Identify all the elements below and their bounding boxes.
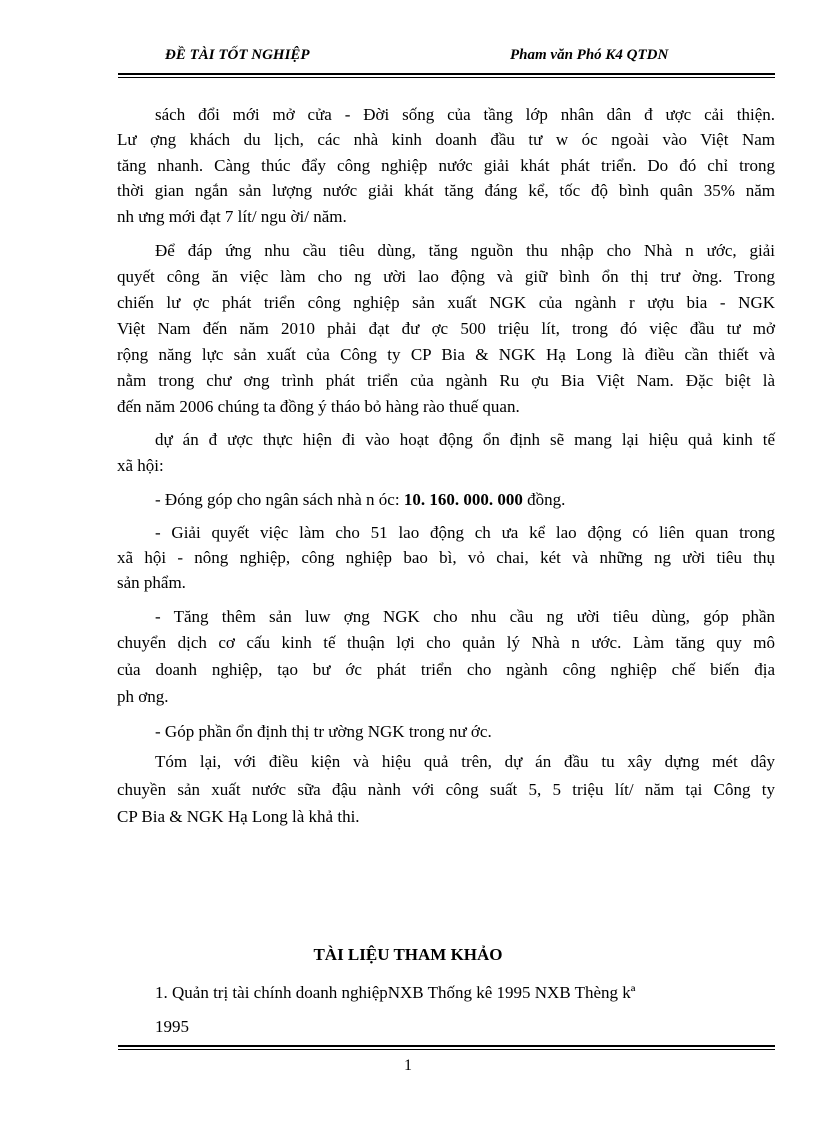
text-line: Lư ợng khách du lịch, các nhà kinh doanh đầu tư w óc ngoài vào Việt Nam bbox=[117, 130, 775, 149]
text-line: chiến lư ợc phát triển công nghiệp sản xuất NGK của ngành r ượu bia - NGK bbox=[117, 293, 775, 312]
text-line: - Giải quyết việc làm cho 51 lao động ch ưa kể lao động có liên quan trong bbox=[155, 523, 775, 542]
text-line: Để đáp ứng nhu cầu tiêu dùng, tăng nguồn thu nhập cho Nhà n ước, giải bbox=[155, 241, 775, 260]
text-line: xã hội - nông nghiệp, công nghiệp bao bì, vỏ chai, két và những ng ười tiêu thụ bbox=[117, 548, 775, 567]
header-title: ĐỀ TÀI TỐT NGHIỆP bbox=[165, 47, 310, 63]
text-line: của doanh nghiệp, tạo bư ớc phát triển cho ngành công nghiệp chế biến địa bbox=[117, 660, 775, 679]
text-line: sách đổi mới mở cửa - Đời sống của tầng lớp nhân dân đ ược cải thiện. bbox=[155, 105, 775, 124]
text-line: nằm trong chư ơng trình phát triển của ngành Ru ợu Bia Việt Nam. Đặc biệt là bbox=[117, 371, 775, 390]
text-line: Tóm lại, với điều kiện và hiệu quả trên, dự án đầu tu xây dựng mét dây bbox=[155, 752, 775, 771]
text-line: sản phẩm. bbox=[117, 573, 186, 592]
text-line: - Góp phần ổn định thị tr ường NGK trong nư ớc. bbox=[155, 722, 492, 741]
text-line: chuyển dịch cơ cấu kinh tế thuận lợi cho quản lý Nhà n ước. Làm tăng quy mô bbox=[117, 633, 775, 652]
header-rule bbox=[118, 73, 775, 78]
text: - Đóng góp cho ngân sách nhà n óc: bbox=[155, 490, 404, 509]
budget-contribution-line bbox=[155, 490, 775, 510]
reference-item-continued: 1995 bbox=[155, 1017, 189, 1036]
text-line: nh ưng mới đạt 7 lít/ ngu ời/ năm. bbox=[117, 207, 347, 226]
page-number: 1 bbox=[404, 1057, 412, 1074]
footer-rule bbox=[118, 1045, 775, 1050]
text-line: Việt Nam đến năm 2010 phải đạt đư ợc 500 triệu lít, trong đó việc đầu tư mở bbox=[117, 319, 775, 338]
text-line: chuyền sản xuất nước sữa đậu nành với công suất 5, 5 triệu lít/ năm tại Công ty bbox=[117, 780, 775, 799]
text-line: đến năm 2006 chúng ta đồng ý tháo bỏ hàng rào thuế quan. bbox=[117, 397, 520, 416]
text-line: CP Bia & NGK Hạ Long là khả thi. bbox=[117, 807, 360, 826]
text-line: quyết công ăn việc làm cho ng ười lao động và giữ bình ổn thị trư ờng. Trong bbox=[117, 267, 775, 286]
reference-item: 1. Quản trị tài chính doanh nghiệpNXB Thống kê 1995 NXB Thèng kª bbox=[155, 983, 636, 1002]
text-line: thời gian ngắn sản lượng nước giải khát tăng đáng kể, tốc độ bình quân 35% năm bbox=[117, 181, 775, 200]
text-line: dự án đ ược thực hiện đi vào hoạt động ổn định sẽ mang lại hiệu quả kinh tế bbox=[155, 430, 775, 449]
amount: 10. 160. 000. 000 bbox=[403, 490, 523, 509]
text-line: rộng năng lực sản xuất của Công ty CP Bia & NGK Hạ Long là điều cần thiết và bbox=[117, 345, 775, 364]
text: đồng. bbox=[522, 490, 566, 509]
references-title: TÀI LIỆU THAM KHẢO bbox=[313, 945, 503, 964]
header-author: Pham văn Phó K4 QTDN bbox=[510, 47, 669, 63]
text-line: - Tăng thêm sản luw ợng NGK cho nhu cầu ng ười tiêu dùng, góp phần bbox=[155, 607, 775, 626]
text-line: tăng nhanh. Càng thúc đẩy công nghiệp nước giải khát phát triển. Do đó chỉ trong bbox=[117, 156, 775, 175]
text-line: xã hội: bbox=[117, 456, 164, 475]
text-line: ph ơng. bbox=[117, 687, 169, 706]
